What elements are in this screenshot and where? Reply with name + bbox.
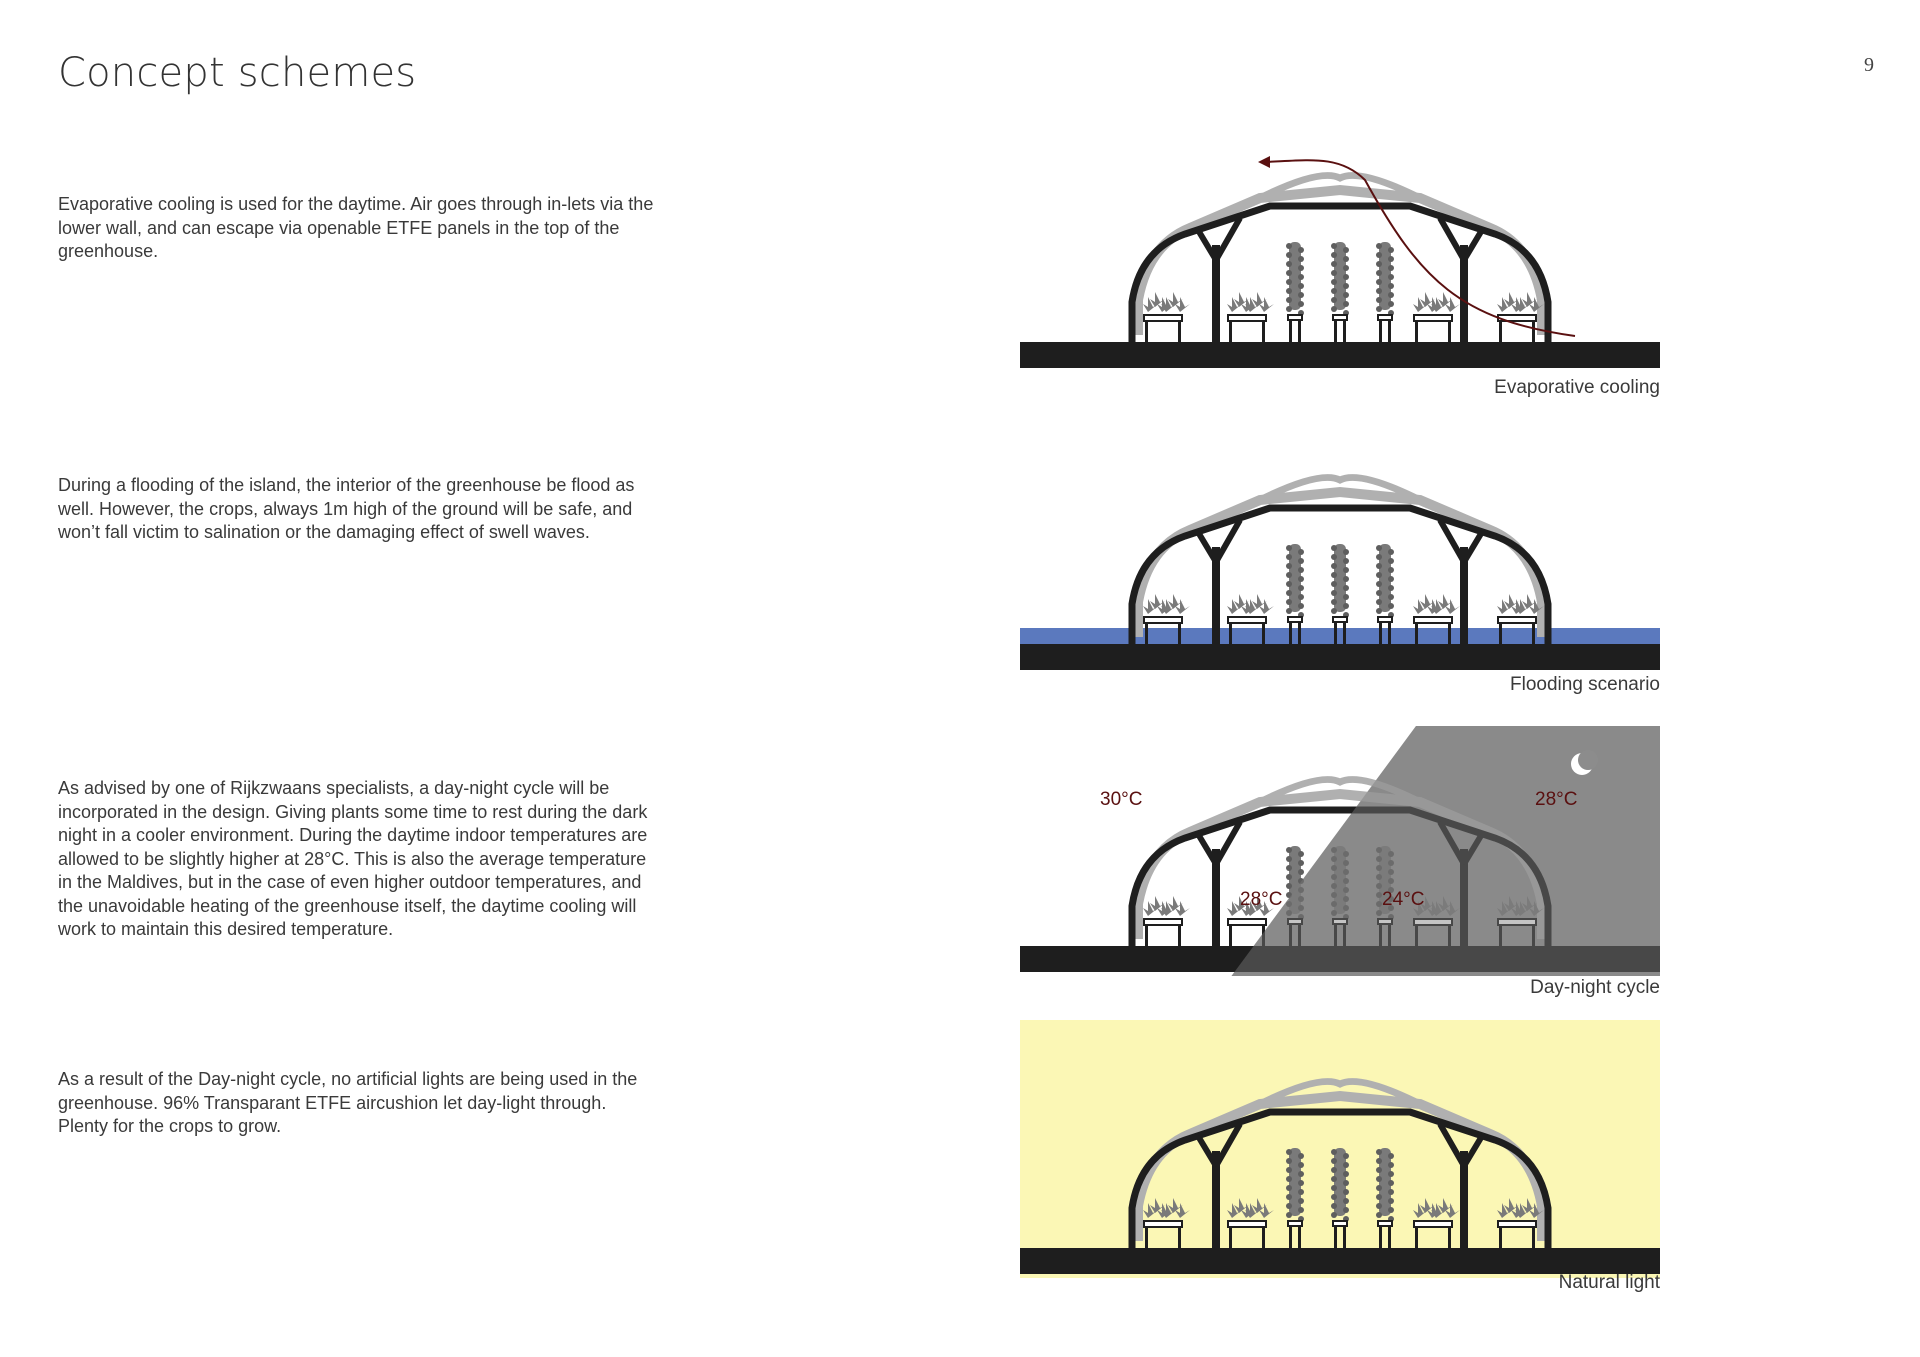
tower-leg <box>1388 320 1391 342</box>
caption-natural-light: Natural light <box>1558 1272 1660 1293</box>
plant <box>1431 594 1460 614</box>
planter-bed <box>1228 919 1266 925</box>
caption-flooding-scenario: Flooding scenario <box>1510 674 1660 695</box>
tower-leg <box>1343 622 1346 644</box>
planter-leg <box>1532 321 1535 342</box>
natural-light-diagram <box>1020 1020 1660 1280</box>
planter-bed <box>1498 1221 1536 1227</box>
planter-bed <box>1498 617 1536 623</box>
tower-leg <box>1298 622 1301 644</box>
temp-outdoor-day: 30°C <box>1100 789 1143 810</box>
planter-bed <box>1144 315 1182 321</box>
tower-base <box>1288 617 1302 622</box>
evaporative-cooling-diagram <box>1020 150 1660 380</box>
planter-leg <box>1178 321 1181 342</box>
page-title: Concept schemes <box>58 50 417 96</box>
tower-base <box>1378 617 1392 622</box>
planter-bed <box>1414 617 1452 623</box>
tower-leg <box>1289 622 1292 644</box>
temp-outdoor-night: 28°C <box>1535 789 1578 810</box>
planter-leg <box>1499 1227 1502 1248</box>
planter-leg <box>1145 1227 1148 1248</box>
planter-leg <box>1532 1227 1535 1248</box>
caption-evaporative-cooling: Evaporative cooling <box>1494 377 1660 398</box>
vertical-crop-tower <box>1331 242 1349 316</box>
planter-bed <box>1144 617 1182 623</box>
page-number: 9 <box>1864 54 1874 76</box>
planter-leg <box>1532 623 1535 644</box>
light-text: As a result of the Day-night cycle, no artificial lights are being used in the greenhouse. 96% Transparant ETFE aircushion let day-light through. Plenty for the crops to grow. <box>58 1069 638 1136</box>
tower-leg <box>1289 1226 1292 1248</box>
plant <box>1161 292 1190 312</box>
tower-base <box>1333 1221 1347 1226</box>
tower-leg <box>1334 622 1337 644</box>
planter-leg <box>1499 623 1502 644</box>
tower-leg <box>1343 1226 1346 1248</box>
cooling-text: Evaporative cooling is used for the daytime. Air goes through in-lets via the lower wall, and can escape via openable ETFE panels in the top of the greenhouse. <box>58 194 654 261</box>
temp-indoor-night: 24°C <box>1382 889 1425 910</box>
daynight-text: As advised by one of Rijkzwaans specialists, a day-night cycle will be incorporated in the design. Giving plants some time to rest during the dark night in a cooler environment. During the daytime indoor temperatures are allowed to be slightly higher at 28°C. This is also the average temperature in the Maldives, but in the case of even higher outdoor temperatures, and the unavoidable heating of the greenhouse itself, the daytime cooling will work to maintain this desired temperature. <box>58 778 648 939</box>
tower-leg <box>1298 1226 1301 1248</box>
planter-bed <box>1228 1221 1266 1227</box>
flooding-diagram <box>1020 452 1660 682</box>
planter-leg <box>1448 1227 1451 1248</box>
day-night-diagram <box>1020 726 1660 976</box>
planter-leg <box>1145 623 1148 644</box>
tower-leg <box>1379 1226 1382 1248</box>
tower-leg <box>1379 320 1382 342</box>
vertical-crop-tower <box>1376 544 1394 618</box>
planter-leg <box>1415 321 1418 342</box>
tower-leg <box>1334 320 1337 342</box>
planter-leg <box>1499 321 1502 342</box>
flood-water <box>1020 628 1660 644</box>
planter-leg <box>1229 925 1232 946</box>
planter-bed <box>1144 919 1182 925</box>
plant <box>1161 896 1190 916</box>
vertical-crop-tower <box>1286 242 1304 316</box>
planter-bed <box>1228 617 1266 623</box>
temp-indoor-day: 28°C <box>1240 889 1283 910</box>
planter-leg <box>1178 1227 1181 1248</box>
tower-leg <box>1379 622 1382 644</box>
planter-leg <box>1229 1227 1232 1248</box>
planter-leg <box>1178 925 1181 946</box>
plant <box>1161 594 1190 614</box>
planter-leg <box>1145 925 1148 946</box>
planter-leg <box>1229 623 1232 644</box>
greenhouse-section <box>1020 176 1660 369</box>
tower-base <box>1288 1221 1302 1226</box>
planter-leg <box>1145 321 1148 342</box>
caption-day-night-cycle: Day-night cycle <box>1530 977 1660 998</box>
tower-base <box>1333 315 1347 320</box>
tower-leg <box>1298 320 1301 342</box>
ground-slab <box>1020 644 1660 670</box>
tower-leg <box>1343 320 1346 342</box>
ground-slab <box>1020 1248 1660 1274</box>
planter-bed <box>1228 315 1266 321</box>
ground-slab <box>1020 342 1660 368</box>
planter-leg <box>1178 623 1181 644</box>
planter-leg <box>1415 623 1418 644</box>
plant <box>1245 594 1274 614</box>
vertical-crop-tower <box>1331 544 1349 618</box>
tower-leg <box>1334 1226 1337 1248</box>
tower-base <box>1333 617 1347 622</box>
plant <box>1245 292 1274 312</box>
planter-bed <box>1144 1221 1182 1227</box>
planter-bed <box>1414 1221 1452 1227</box>
planter-leg <box>1262 1227 1265 1248</box>
planter-leg <box>1448 623 1451 644</box>
tower-base <box>1288 315 1302 320</box>
tower-base <box>1378 1221 1392 1226</box>
vertical-crop-tower <box>1376 242 1394 316</box>
planter-leg <box>1262 321 1265 342</box>
planter-leg <box>1262 623 1265 644</box>
planter-leg <box>1448 321 1451 342</box>
tower-leg <box>1289 320 1292 342</box>
vertical-crop-tower <box>1286 544 1304 618</box>
airflow-arrowhead <box>1258 156 1270 168</box>
tower-leg <box>1388 1226 1391 1248</box>
tower-base <box>1378 315 1392 320</box>
flooding-text: During a flooding of the island, the interior of the greenhouse be flood as well. However, the crops, always 1m high of the ground will be safe, and won’t fall victim to salination or the damaging effect of swell waves. <box>58 475 635 542</box>
planter-leg <box>1229 321 1232 342</box>
tower-leg <box>1388 622 1391 644</box>
planter-leg <box>1415 1227 1418 1248</box>
planter-bed <box>1414 315 1452 321</box>
